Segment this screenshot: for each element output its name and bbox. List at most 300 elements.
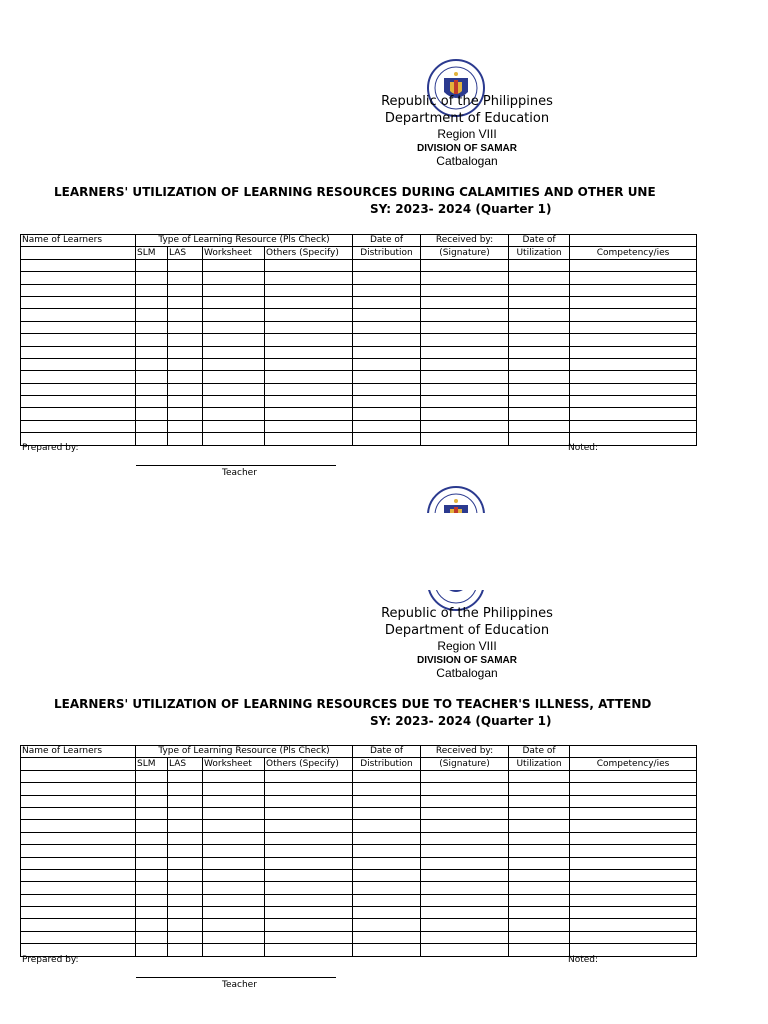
table-cell[interactable]	[168, 820, 203, 832]
table-cell[interactable]	[136, 321, 168, 333]
table-cell[interactable]	[21, 346, 136, 358]
table-cell[interactable]	[570, 358, 697, 370]
table-cell[interactable]	[509, 845, 570, 857]
table-cell[interactable]	[203, 259, 265, 271]
republic-text: Republic of the Philippines	[381, 606, 553, 621]
table-cell[interactable]	[168, 284, 203, 296]
table-cell[interactable]	[570, 845, 697, 857]
teacher-label: Teacher	[222, 980, 257, 990]
table-cell[interactable]	[136, 894, 168, 906]
table-cell[interactable]	[353, 907, 421, 919]
table-cell[interactable]	[509, 383, 570, 395]
table-row	[21, 845, 697, 857]
table-cell[interactable]	[21, 845, 136, 857]
table-cell[interactable]	[421, 284, 509, 296]
table-cell[interactable]	[353, 396, 421, 408]
table-cell[interactable]	[570, 284, 697, 296]
table-cell[interactable]	[203, 396, 265, 408]
table-cell[interactable]	[21, 807, 136, 819]
table-cell[interactable]	[421, 931, 509, 943]
table-row	[21, 259, 697, 271]
table-cell[interactable]	[265, 770, 353, 782]
header-others: Others (Specify)	[265, 758, 353, 770]
table-cell[interactable]	[265, 795, 353, 807]
table-cell[interactable]	[421, 420, 509, 432]
table-cell[interactable]	[421, 371, 509, 383]
table-cell[interactable]	[570, 807, 697, 819]
table-cell[interactable]	[265, 832, 353, 844]
table-cell[interactable]	[353, 433, 421, 445]
table-cell[interactable]	[265, 309, 353, 321]
table-cell[interactable]	[570, 931, 697, 943]
table-cell[interactable]	[509, 396, 570, 408]
table-cell[interactable]	[21, 907, 136, 919]
table-cell[interactable]	[21, 259, 136, 271]
table-cell[interactable]	[136, 396, 168, 408]
table-cell[interactable]	[168, 931, 203, 943]
table-cell[interactable]	[421, 433, 509, 445]
table-cell[interactable]	[168, 396, 203, 408]
table-cell[interactable]	[353, 869, 421, 881]
table-cell[interactable]	[509, 869, 570, 881]
table-cell[interactable]	[168, 309, 203, 321]
table-cell[interactable]	[136, 272, 168, 284]
table-cell[interactable]	[421, 795, 509, 807]
table-cell[interactable]	[203, 807, 265, 819]
table-cell[interactable]	[265, 845, 353, 857]
table-cell[interactable]	[509, 931, 570, 943]
table-cell[interactable]	[168, 882, 203, 894]
table-cell[interactable]	[265, 334, 353, 346]
table-cell[interactable]	[21, 296, 136, 308]
table-cell[interactable]	[265, 783, 353, 795]
table-cell[interactable]	[21, 783, 136, 795]
table-cell[interactable]	[570, 309, 697, 321]
table-cell[interactable]	[203, 820, 265, 832]
table-cell[interactable]	[570, 296, 697, 308]
table-cell[interactable]	[353, 272, 421, 284]
table-cell[interactable]	[265, 944, 353, 956]
table-cell[interactable]	[509, 321, 570, 333]
table-cell[interactable]	[509, 371, 570, 383]
table-cell[interactable]	[136, 882, 168, 894]
table-cell[interactable]	[570, 420, 697, 432]
table-cell[interactable]	[168, 807, 203, 819]
table-row	[21, 857, 697, 869]
table-cell[interactable]	[353, 894, 421, 906]
table-cell[interactable]	[203, 433, 265, 445]
table-cell[interactable]	[21, 334, 136, 346]
table-row	[21, 820, 697, 832]
table-cell[interactable]	[353, 845, 421, 857]
table-cell[interactable]	[168, 894, 203, 906]
republic-text: Republic of the Philippines	[381, 94, 553, 109]
table-cell[interactable]	[421, 272, 509, 284]
table-cell[interactable]	[421, 857, 509, 869]
table-cell[interactable]	[136, 371, 168, 383]
table-cell[interactable]	[168, 296, 203, 308]
table-cell[interactable]	[21, 795, 136, 807]
table-cell[interactable]	[265, 907, 353, 919]
table-cell[interactable]	[136, 869, 168, 881]
table-cell[interactable]	[570, 371, 697, 383]
table-cell[interactable]	[421, 845, 509, 857]
table-cell[interactable]	[168, 358, 203, 370]
table-cell[interactable]	[168, 334, 203, 346]
table-cell[interactable]	[136, 944, 168, 956]
table-cell[interactable]	[265, 396, 353, 408]
table-cell[interactable]	[265, 807, 353, 819]
table-cell[interactable]	[136, 433, 168, 445]
table-cell[interactable]	[421, 807, 509, 819]
table-cell[interactable]	[509, 807, 570, 819]
table-cell[interactable]	[421, 820, 509, 832]
table-cell[interactable]	[168, 321, 203, 333]
table-cell[interactable]	[203, 894, 265, 906]
table-cell[interactable]	[21, 820, 136, 832]
table-cell[interactable]	[168, 346, 203, 358]
table-cell[interactable]	[203, 882, 265, 894]
table-cell[interactable]	[509, 433, 570, 445]
table-cell[interactable]	[570, 770, 697, 782]
table-cell[interactable]	[421, 358, 509, 370]
table-cell[interactable]	[353, 334, 421, 346]
table-cell[interactable]	[21, 869, 136, 881]
table-cell[interactable]	[136, 346, 168, 358]
table-cell[interactable]	[203, 420, 265, 432]
table-cell[interactable]	[421, 832, 509, 844]
table-cell[interactable]	[265, 259, 353, 271]
table-row	[21, 807, 697, 819]
table-cell[interactable]	[168, 259, 203, 271]
table-cell[interactable]	[353, 383, 421, 395]
table-cell[interactable]	[353, 420, 421, 432]
table-cell[interactable]	[265, 358, 353, 370]
table-cell[interactable]	[509, 358, 570, 370]
table-cell[interactable]	[168, 944, 203, 956]
table-cell[interactable]	[570, 334, 697, 346]
header-slm: SLM	[136, 758, 168, 770]
table-cell[interactable]	[421, 907, 509, 919]
header-name-blank	[21, 758, 136, 770]
table-cell[interactable]	[203, 408, 265, 420]
table-cell[interactable]	[21, 272, 136, 284]
table-cell[interactable]	[509, 907, 570, 919]
table-cell[interactable]	[570, 383, 697, 395]
table-cell[interactable]	[21, 931, 136, 943]
table-cell[interactable]	[353, 346, 421, 358]
table-cell[interactable]	[265, 433, 353, 445]
table-cell[interactable]	[21, 396, 136, 408]
table-cell[interactable]	[136, 907, 168, 919]
table-cell[interactable]	[21, 358, 136, 370]
table-cell[interactable]	[136, 820, 168, 832]
header-las: LAS	[168, 247, 203, 259]
department-text: Department of Education	[384, 622, 550, 638]
table-cell[interactable]	[203, 931, 265, 943]
table-cell[interactable]	[203, 869, 265, 881]
table-cell[interactable]	[21, 420, 136, 432]
table-cell[interactable]	[136, 931, 168, 943]
table-cell[interactable]	[21, 284, 136, 296]
table-cell[interactable]	[570, 408, 697, 420]
table-cell[interactable]	[353, 296, 421, 308]
table-cell[interactable]	[265, 272, 353, 284]
table-cell[interactable]	[136, 284, 168, 296]
table-cell[interactable]	[421, 396, 509, 408]
table-cell[interactable]	[136, 334, 168, 346]
division-text: DIVISION OF SAMAR	[416, 142, 517, 154]
table-cell[interactable]	[265, 321, 353, 333]
table-cell[interactable]	[353, 795, 421, 807]
form-title: LEARNERS' UTILIZATION OF LEARNING RESOURCES DURING CALAMITIES AND OTHER UNE	[54, 185, 656, 199]
table-cell[interactable]	[136, 795, 168, 807]
letterhead	[336, 607, 598, 681]
table-cell[interactable]	[21, 919, 136, 931]
table-cell[interactable]	[203, 358, 265, 370]
table-cell[interactable]	[136, 807, 168, 819]
table-cell[interactable]	[21, 857, 136, 869]
table-cell[interactable]	[136, 408, 168, 420]
table-cell[interactable]	[136, 919, 168, 931]
table-cell[interactable]	[353, 931, 421, 943]
letterhead	[336, 95, 598, 169]
table-cell[interactable]	[21, 321, 136, 333]
table-cell[interactable]	[136, 259, 168, 271]
table-cell[interactable]	[509, 309, 570, 321]
table-cell[interactable]	[168, 845, 203, 857]
table-cell[interactable]	[421, 919, 509, 931]
table-cell[interactable]	[421, 321, 509, 333]
table-cell[interactable]	[353, 820, 421, 832]
table-cell[interactable]	[421, 770, 509, 782]
table-cell[interactable]	[265, 383, 353, 395]
table-cell[interactable]	[421, 334, 509, 346]
table-cell[interactable]	[353, 919, 421, 931]
table-cell[interactable]	[509, 259, 570, 271]
table-cell[interactable]	[421, 408, 509, 420]
region-text: Region VIII	[437, 638, 497, 653]
table-cell[interactable]	[570, 857, 697, 869]
table-cell[interactable]	[136, 309, 168, 321]
header-name: Name of Learners	[21, 746, 136, 758]
table-cell[interactable]	[265, 284, 353, 296]
table-cell[interactable]	[203, 907, 265, 919]
table-cell[interactable]	[203, 795, 265, 807]
table-cell[interactable]	[509, 919, 570, 931]
table-cell[interactable]	[136, 783, 168, 795]
table-cell[interactable]	[203, 272, 265, 284]
table-cell[interactable]	[509, 272, 570, 284]
table-cell[interactable]	[265, 869, 353, 881]
table-body	[21, 259, 697, 445]
table-cell[interactable]	[168, 857, 203, 869]
table-cell[interactable]	[509, 346, 570, 358]
table-cell[interactable]	[353, 807, 421, 819]
table-cell[interactable]	[570, 919, 697, 931]
table-cell[interactable]	[570, 321, 697, 333]
table-cell[interactable]	[21, 894, 136, 906]
table-cell[interactable]	[265, 894, 353, 906]
header-signature: (Signature)	[421, 758, 509, 770]
header-date-utilization: Date of	[509, 746, 570, 758]
table-cell[interactable]	[353, 259, 421, 271]
table-cell[interactable]	[353, 944, 421, 956]
table-cell[interactable]	[265, 857, 353, 869]
table-cell[interactable]	[21, 882, 136, 894]
table-cell[interactable]	[353, 770, 421, 782]
table-cell[interactable]	[136, 383, 168, 395]
table-cell[interactable]	[265, 408, 353, 420]
table-cell[interactable]	[203, 919, 265, 931]
table-cell[interactable]	[570, 894, 697, 906]
table-cell[interactable]	[265, 420, 353, 432]
table-row	[21, 882, 697, 894]
header-competency-blank	[570, 235, 697, 247]
table-cell[interactable]	[421, 783, 509, 795]
table-cell[interactable]	[353, 832, 421, 844]
table-row	[21, 272, 697, 284]
table-cell[interactable]	[509, 420, 570, 432]
table-cell[interactable]	[353, 882, 421, 894]
table-cell[interactable]	[203, 383, 265, 395]
table-cell[interactable]	[421, 259, 509, 271]
table-cell[interactable]	[570, 346, 697, 358]
table-cell[interactable]	[509, 882, 570, 894]
table-cell[interactable]	[136, 296, 168, 308]
table-cell[interactable]	[570, 795, 697, 807]
table-cell[interactable]	[203, 845, 265, 857]
table-cell[interactable]	[421, 894, 509, 906]
table-cell[interactable]	[203, 944, 265, 956]
table-cell[interactable]	[570, 272, 697, 284]
table-cell[interactable]	[421, 882, 509, 894]
table-cell[interactable]	[21, 383, 136, 395]
table-cell[interactable]	[203, 371, 265, 383]
table-cell[interactable]	[265, 371, 353, 383]
table-row	[21, 408, 697, 420]
table-cell[interactable]	[168, 408, 203, 420]
table-cell[interactable]	[203, 334, 265, 346]
table-row	[21, 907, 697, 919]
table-cell[interactable]	[570, 882, 697, 894]
table-cell[interactable]	[21, 832, 136, 844]
table-cell[interactable]	[168, 420, 203, 432]
table-cell[interactable]	[353, 321, 421, 333]
table-cell[interactable]	[570, 820, 697, 832]
table-cell[interactable]	[136, 420, 168, 432]
table-cell[interactable]	[265, 919, 353, 931]
table-cell[interactable]	[168, 783, 203, 795]
table-cell[interactable]	[168, 371, 203, 383]
table-cell[interactable]	[168, 770, 203, 782]
table-cell[interactable]	[509, 783, 570, 795]
table-cell[interactable]	[509, 832, 570, 844]
table-cell[interactable]	[265, 820, 353, 832]
table-cell[interactable]	[21, 309, 136, 321]
table-cell[interactable]	[570, 907, 697, 919]
table-cell[interactable]	[353, 284, 421, 296]
table-cell[interactable]	[136, 845, 168, 857]
table-row	[21, 869, 697, 881]
table-cell[interactable]	[203, 296, 265, 308]
table-cell[interactable]	[203, 346, 265, 358]
table-row	[21, 346, 697, 358]
table-cell[interactable]	[203, 321, 265, 333]
table-cell[interactable]	[509, 408, 570, 420]
table-cell[interactable]	[421, 869, 509, 881]
table-cell[interactable]	[168, 907, 203, 919]
table-cell[interactable]	[168, 795, 203, 807]
table-cell[interactable]	[509, 894, 570, 906]
table-cell[interactable]	[168, 919, 203, 931]
header-others: Others (Specify)	[265, 247, 353, 259]
table-cell[interactable]	[353, 309, 421, 321]
table-cell[interactable]	[168, 832, 203, 844]
table-cell[interactable]	[421, 383, 509, 395]
table-cell[interactable]	[203, 857, 265, 869]
table-cell[interactable]	[570, 396, 697, 408]
table-cell[interactable]	[168, 383, 203, 395]
table-cell[interactable]	[203, 770, 265, 782]
table-cell[interactable]	[265, 346, 353, 358]
table-cell[interactable]	[509, 284, 570, 296]
table-cell[interactable]	[265, 931, 353, 943]
table-cell[interactable]	[21, 408, 136, 420]
table-cell[interactable]	[509, 944, 570, 956]
table-cell[interactable]	[353, 358, 421, 370]
table-cell[interactable]	[168, 869, 203, 881]
table-cell[interactable]	[168, 433, 203, 445]
table-cell[interactable]	[21, 770, 136, 782]
table-cell[interactable]	[570, 869, 697, 881]
table-cell[interactable]	[203, 309, 265, 321]
table-cell[interactable]	[168, 272, 203, 284]
table-cell[interactable]	[353, 408, 421, 420]
table-cell[interactable]	[353, 371, 421, 383]
table-cell[interactable]	[509, 334, 570, 346]
table-cell[interactable]	[136, 770, 168, 782]
table-cell[interactable]	[421, 309, 509, 321]
table-cell[interactable]	[203, 783, 265, 795]
table-cell[interactable]	[136, 857, 168, 869]
table-cell[interactable]	[21, 371, 136, 383]
table-cell[interactable]	[421, 296, 509, 308]
table-cell[interactable]	[136, 358, 168, 370]
table-cell[interactable]	[570, 783, 697, 795]
table-cell[interactable]	[136, 832, 168, 844]
table-cell[interactable]	[353, 857, 421, 869]
table-cell[interactable]	[421, 346, 509, 358]
table-cell[interactable]	[203, 284, 265, 296]
prepared-by-label: Prepared by:	[22, 955, 79, 965]
table-cell[interactable]	[203, 832, 265, 844]
table-cell[interactable]	[509, 795, 570, 807]
table-cell[interactable]	[509, 857, 570, 869]
table-cell[interactable]	[509, 820, 570, 832]
table-cell[interactable]	[421, 944, 509, 956]
table-cell[interactable]	[509, 770, 570, 782]
table-cell[interactable]	[353, 783, 421, 795]
header-slm: SLM	[136, 247, 168, 259]
school-year: SY: 2023- 2024 (Quarter 1)	[370, 202, 552, 216]
table-cell[interactable]	[265, 882, 353, 894]
table-cell[interactable]	[570, 832, 697, 844]
table-cell[interactable]	[509, 296, 570, 308]
table-cell[interactable]	[570, 259, 697, 271]
header-signature: (Signature)	[421, 247, 509, 259]
table-cell[interactable]	[265, 296, 353, 308]
